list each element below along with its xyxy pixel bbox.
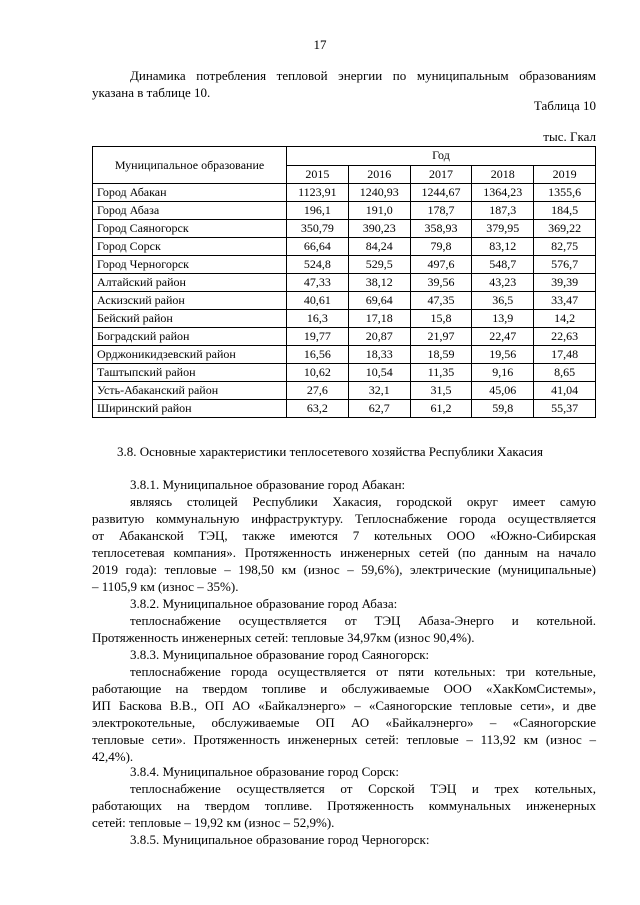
value-cell: 40,61 [287, 292, 349, 310]
municipality-cell: Таштыпский район [93, 364, 287, 382]
text-line: сетей: тепловые – 19,92 км (износ – 52,9%). [92, 815, 335, 830]
header-municipality: Муниципальное образование [93, 147, 287, 184]
value-cell: 178,7 [410, 202, 472, 220]
value-cell: 21,97 [410, 328, 472, 346]
subsection-title: 3.8.1. Муниципальное образование город Абакан: [130, 477, 406, 492]
value-cell: 66,64 [287, 238, 349, 256]
value-cell: 8,65 [534, 364, 596, 382]
text-line: работающие на твердом топливе и обслуживаемые ООО «ХакКомСистемы», [92, 681, 596, 696]
municipality-cell: Ширинский район [93, 400, 287, 418]
value-cell: 17,18 [348, 310, 410, 328]
text-line: от Абаканской ТЭЦ, также имеются 7 котельных ООО «Южно-Сибирская [92, 528, 596, 543]
section-3-8-4 [92, 763, 596, 848]
value-cell: 9,16 [472, 364, 534, 382]
value-cell: 17,48 [534, 346, 596, 364]
subsection-title: 3.8.4. Муниципальное образование город Сорск: [130, 764, 399, 779]
table-caption: Таблица 10 [533, 98, 596, 113]
municipality-cell: Город Абакан [93, 184, 287, 202]
text-line: Протяженность инженерных сетей: тепловые 34,97км (износ 90,4%). [92, 630, 475, 645]
value-cell: 14,2 [534, 310, 596, 328]
value-cell: 41,04 [534, 382, 596, 400]
text-line: 2019 года): тепловые – 198,50 км (износ – 59,6%), электрические (муниципальные) [92, 562, 596, 577]
year-header: 2019 [534, 165, 596, 184]
value-cell: 61,2 [410, 400, 472, 418]
value-cell: 22,47 [472, 328, 534, 346]
table-row [93, 202, 596, 220]
value-cell: 84,24 [348, 238, 410, 256]
value-cell: 62,7 [348, 400, 410, 418]
text-line: ИП Баскова В.В., ОП АО «Байкалэнерго» – «Саяногорские тепловые сети», и две [92, 698, 596, 713]
value-cell: 10,54 [348, 364, 410, 382]
value-cell: 43,23 [472, 274, 534, 292]
value-cell: 27,6 [287, 382, 349, 400]
value-cell: 36,5 [472, 292, 534, 310]
value-cell: 358,93 [410, 220, 472, 238]
value-cell: 79,8 [410, 238, 472, 256]
value-cell: 529,5 [348, 256, 410, 274]
text-line: теплоснабжение осуществляется от Сорской ТЭЦ и трех котельных, [130, 781, 596, 796]
value-cell: 350,79 [287, 220, 349, 238]
table-row [93, 364, 596, 382]
value-cell: 69,64 [348, 292, 410, 310]
municipality-cell: Алтайский район [93, 274, 287, 292]
intro-line: Динамика потребления тепловой энергии по муниципальным образованиям [130, 68, 596, 83]
value-cell: 47,33 [287, 274, 349, 292]
municipality-cell: Город Сорск [93, 238, 287, 256]
value-cell: 39,56 [410, 274, 472, 292]
value-cell: 576,7 [534, 256, 596, 274]
value-cell: 39,39 [534, 274, 596, 292]
municipality-cell: Город Черногорск [93, 256, 287, 274]
subsection-title: 3.8.3. Муниципальное образование город Саяногорск: [130, 647, 430, 662]
text-line: теплоснабжение осуществляется от ТЭЦ Абаза-Энерго и котельной. [130, 613, 596, 628]
value-cell: 83,12 [472, 238, 534, 256]
table-row [93, 220, 596, 238]
value-cell: 184,5 [534, 202, 596, 220]
page-number: 17 [313, 37, 327, 52]
municipality-cell: Усть-Абаканский район [93, 382, 287, 400]
value-cell: 55,37 [534, 400, 596, 418]
table-row [93, 184, 596, 202]
value-cell: 33,47 [534, 292, 596, 310]
value-cell: 82,75 [534, 238, 596, 256]
value-cell: 22,63 [534, 328, 596, 346]
value-cell: 524,8 [287, 256, 349, 274]
value-cell: 379,95 [472, 220, 534, 238]
consumption-table [92, 146, 596, 418]
text-line: электрокотельные, обслуживаемые ОП АО «Байкалэнерго» – «Саяногорские [92, 715, 596, 730]
value-cell: 38,12 [348, 274, 410, 292]
value-cell: 47,35 [410, 292, 472, 310]
value-cell: 369,22 [534, 220, 596, 238]
value-cell: 191,0 [348, 202, 410, 220]
value-cell: 59,8 [472, 400, 534, 418]
year-header: 2017 [410, 165, 472, 184]
text-line: развитую коммунальную инфраструктуру. Теплоснабжение города осуществляется [92, 511, 596, 526]
municipality-cell: Город Саяногорск [93, 220, 287, 238]
table-row [93, 382, 596, 400]
value-cell: 196,1 [287, 202, 349, 220]
text-line: теплосетевая компания». Протяженность инженерных сетей (по данным на начало [92, 545, 596, 560]
year-header: 2016 [348, 165, 410, 184]
header-year: Год [287, 147, 596, 166]
value-cell: 15,8 [410, 310, 472, 328]
value-cell: 13,9 [472, 310, 534, 328]
table-row [93, 256, 596, 274]
municipality-cell: Боградский район [93, 328, 287, 346]
text-line: – 1105,9 км (износ – 35%). [92, 579, 239, 594]
value-cell: 1240,93 [348, 184, 410, 202]
value-cell: 18,59 [410, 346, 472, 364]
municipality-cell: Орджоникидзевский район [93, 346, 287, 364]
intro-line: указана в таблице 10. [92, 85, 211, 100]
year-header: 2015 [287, 165, 349, 184]
table-unit: тыс. Гкал [543, 129, 596, 144]
text-line: тепловые сети». Протяженность инженерных сетей: тепловые – 113,92 км (износ – [92, 732, 596, 747]
table-body [93, 184, 596, 418]
value-cell: 18,33 [348, 346, 410, 364]
value-cell: 20,87 [348, 328, 410, 346]
table-row [93, 310, 596, 328]
value-cell: 187,3 [472, 202, 534, 220]
value-cell: 32,1 [348, 382, 410, 400]
value-cell: 497,6 [410, 256, 472, 274]
value-cell: 19,56 [472, 346, 534, 364]
value-cell: 45,06 [472, 382, 534, 400]
value-cell: 16,56 [287, 346, 349, 364]
subsection-title: 3.8.2. Муниципальное образование город Абаза: [130, 596, 398, 611]
table-row [93, 274, 596, 292]
value-cell: 31,5 [410, 382, 472, 400]
municipality-cell: Аскизский район [93, 292, 287, 310]
text-line: являясь столицей Республики Хакасия, городской округ имеет самую [130, 494, 596, 509]
table-row [93, 400, 596, 418]
value-cell: 1364,23 [472, 184, 534, 202]
intro-paragraph [92, 67, 596, 101]
value-cell: 63,2 [287, 400, 349, 418]
value-cell: 1355,6 [534, 184, 596, 202]
subsection-title: 3.8.5. Муниципальное образование город Черногорск: [130, 832, 430, 847]
section-heading: 3.8. Основные характеристики теплосетевого хозяйства Республики Хакасия [117, 444, 543, 459]
table-row [93, 292, 596, 310]
text-line: 42,4%). [92, 749, 134, 764]
municipality-cell: Город Абаза [93, 202, 287, 220]
value-cell: 16,3 [287, 310, 349, 328]
table-row [93, 238, 596, 256]
section-3-8-1 [92, 476, 596, 765]
value-cell: 1123,91 [287, 184, 349, 202]
value-cell: 548,7 [472, 256, 534, 274]
value-cell: 10,62 [287, 364, 349, 382]
text-line: теплоснабжение города осуществляется от пяти котельных: три котельные, [130, 664, 596, 679]
municipality-cell: Бейский район [93, 310, 287, 328]
table-row [93, 328, 596, 346]
value-cell: 11,35 [410, 364, 472, 382]
value-cell: 1244,67 [410, 184, 472, 202]
value-cell: 390,23 [348, 220, 410, 238]
table-row [93, 346, 596, 364]
value-cell: 19,77 [287, 328, 349, 346]
year-header: 2018 [472, 165, 534, 184]
text-line: работающих на твердом топливе. Протяженность коммунальных инженерных [92, 798, 596, 813]
